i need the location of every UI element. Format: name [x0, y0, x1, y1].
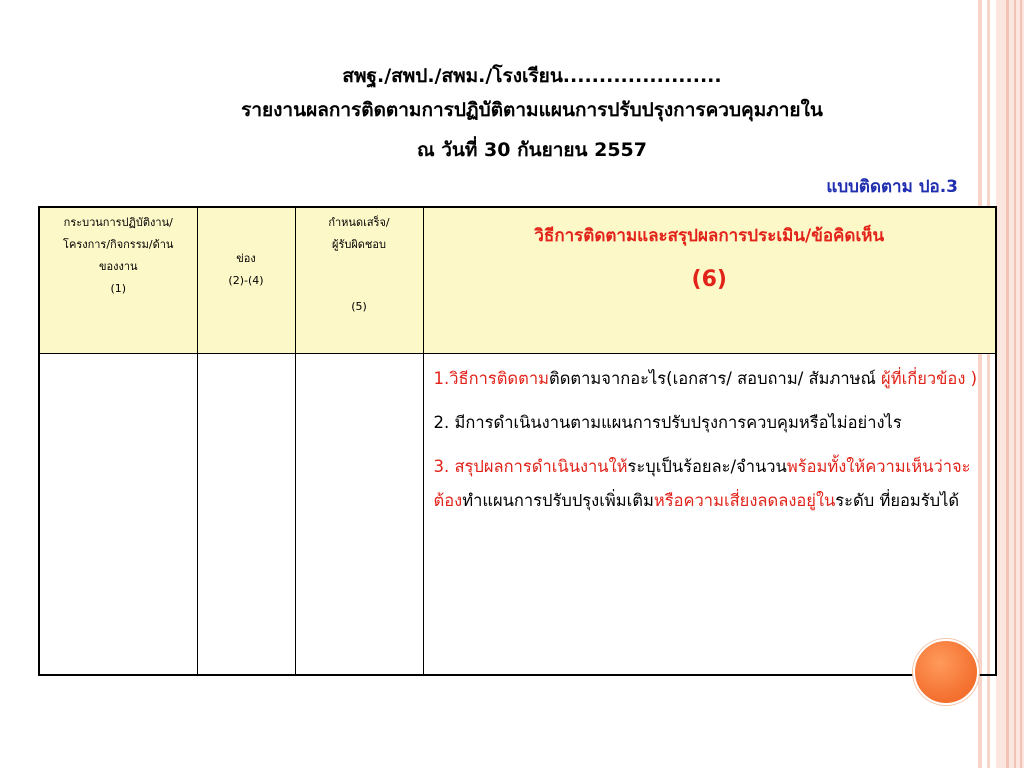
header-process-line: กระบวนการปฏิบัติงาน/	[63, 216, 173, 229]
header-process-line: ของงาน	[98, 260, 138, 273]
title-report-line: รายงานผลการติดตามการปฏิบัติตามแผนการปรับปรุงการควบคุมภายใน	[241, 99, 823, 121]
header-cell-method	[423, 207, 996, 354]
monitoring-table	[38, 206, 997, 676]
instruction-item-1: 1.วิธีการติดตามติดตามจากอะไร(เอกสาร/ สอบถาม/ สัมภาษณ์ ผู้ที่เกี่ยวข้อง )	[433, 369, 978, 388]
body-cell-deadline	[295, 354, 423, 676]
instruction-item-2: 2. มีการดำเนินงานตามแผนการปรับปรุงการควบคุมหรือไม่อย่างไร	[433, 413, 902, 432]
table-header-row	[39, 207, 996, 354]
body-cell-method	[423, 354, 996, 676]
report-title	[0, 62, 1024, 170]
title-org-line: สพฐ./สพป./สพม./โรงเรียน......................	[342, 65, 722, 87]
body-cell-columns-2-4	[197, 354, 295, 676]
header-method-title: วิธีการติดตามและสรุปผลการประเมิน/ข้อคิดเห็น	[534, 226, 885, 246]
body-cell-process	[39, 354, 197, 676]
header-columns-number: (2)-(4)	[228, 274, 264, 287]
header-deadline-line: ผู้รับผิดชอบ	[332, 238, 386, 251]
form-code: แบบติดตาม ปอ.3	[826, 177, 958, 197]
header-cell-process	[39, 207, 197, 354]
title-date-line: ณ วันที่ 30 กันยายน 2557	[416, 139, 647, 161]
decorative-orange-circle	[913, 639, 979, 705]
header-cell-columns-2-4	[197, 207, 295, 354]
header-cell-deadline	[295, 207, 423, 354]
header-process-number: (1)	[110, 282, 127, 295]
header-columns-label: ข่อง	[236, 252, 256, 265]
header-deadline-number: (5)	[351, 300, 367, 313]
header-deadline-line: กำหนดเสร็จ/	[328, 216, 390, 229]
table-body-row	[39, 354, 996, 676]
header-process-line: โครงการ/กิจกรรม/ด้าน	[63, 238, 174, 251]
instruction-item-3: 3. สรุปผลการดำเนินงานให้ระบุเป็นร้อยละ/จำนวนพร้อมทั้งให้ความเห็นว่าจะต้องทำแผนการปรับปรุงเพิ่มเติมหรือความเสี่ยงลดลงอยู่ในระดับ ที่ยอมรับได้	[433, 457, 971, 510]
header-method-number: (6)	[691, 267, 727, 292]
